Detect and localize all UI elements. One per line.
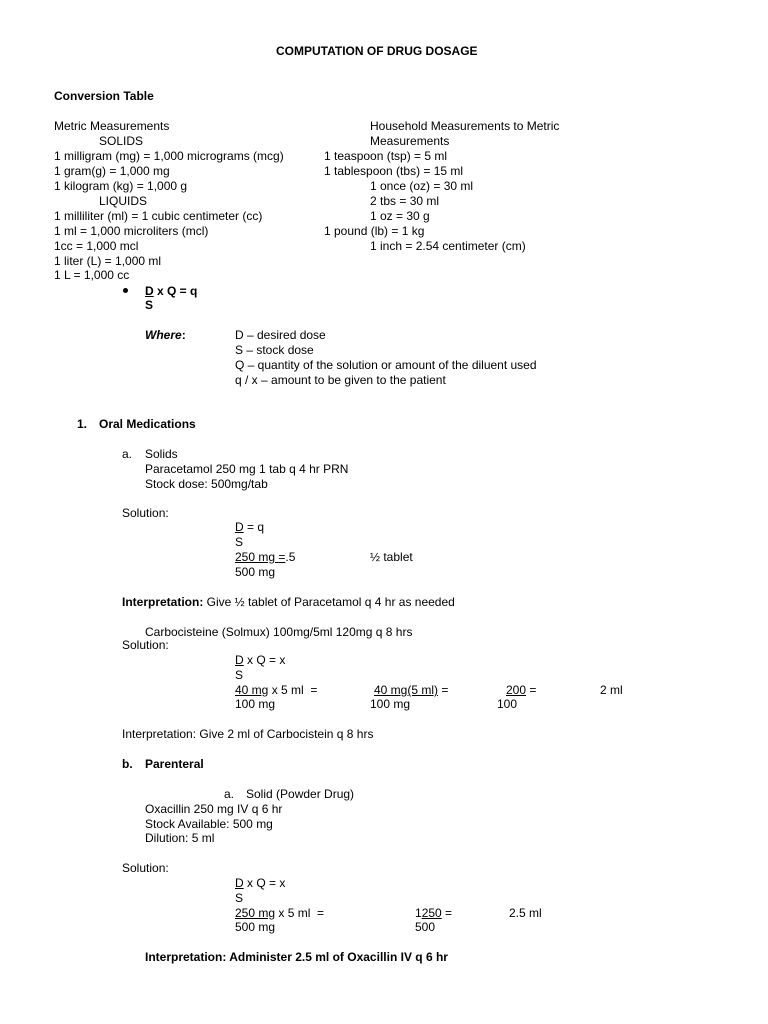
interp-label: Interpretation: [122,595,204,609]
drug-order: Carbocisteine (Solmux) 100mg/5ml 120mg q 8 hrs [145,625,413,639]
household-row: 1 once (oz) = 30 ml [370,179,474,193]
metric-row: 1cc = 1,000 mcl [54,239,139,253]
solution-label: Solution: [122,861,169,875]
powder-heading: Solid (Powder Drug) [246,787,355,801]
equation-line [235,683,317,698]
formula-line [145,284,197,299]
metric-row: 1 milligram (mg) = 1,000 micrograms (mcg) [54,149,284,163]
household-row: 1 oz = 30 g [370,209,430,223]
equation-line [374,683,448,698]
eq-numerator: 250 mg [235,906,276,920]
interpretation: Interpretation: Administer 2.5 ml of Oxacillin IV q 6 hr [145,950,448,964]
equation-line [235,653,285,668]
eq-numerator: 250 [421,906,442,920]
eq-rest: = [526,683,537,697]
eq-rest: = [438,683,449,697]
metric-heading: Metric Measurements [54,119,170,133]
eq-numerator: 200 [506,683,527,697]
eq-rest: x 5 ml = [275,906,325,920]
formula-s: S [145,298,154,312]
eq-equals: = [278,550,286,564]
household-row: 2 tbs = 30 ml [370,194,440,208]
household-row: 1 teaspoon (tsp) = 5 ml [324,149,448,163]
drug-order: Paracetamol 250 mg 1 tab q 4 hr PRN [145,462,349,476]
eq-d: D [235,653,244,667]
eq-denominator: 100 mg [235,697,276,711]
definition: q / x – amount to be given to the patient [235,373,446,387]
subsection-letter: a. [122,447,133,461]
eq-s: S [235,668,244,682]
eq-rest: x Q = x [243,876,286,890]
formula-d: D [145,284,154,298]
eq-s: S [235,891,244,905]
liquids-label: LIQUIDS [99,194,148,208]
stock-available: Stock Available: 500 mg [145,817,273,831]
where-label [145,328,186,343]
metric-row: 1 milliliter (ml) = 1 cubic centimeter (cc) [54,209,263,223]
equation-line [235,520,264,535]
metric-row: 1 ml = 1,000 microliters (mcl) [54,224,209,238]
eq-s: S [235,535,244,549]
eq-rest: x 5 ml = [268,683,318,697]
household-row: 1 inch = 2.54 centimeter (cm) [370,239,526,253]
eq-result: ½ tablet [370,550,413,564]
equation-line [235,550,295,565]
page-title: COMPUTATION OF DRUG DOSAGE [276,44,478,58]
definition: Q – quantity of the solution or amount of the diluent used [235,358,537,372]
equation-line [415,906,452,921]
dilution: Dilution: 5 ml [145,831,215,845]
equation-line [235,876,285,891]
definition: S – stock dose [235,343,314,357]
eq-denominator: 100 mg [370,697,411,711]
household-row: 1 tablespoon (tbs) = 15 ml [324,164,464,178]
where-text: Where [145,328,182,342]
oral-heading: Oral Medications [99,417,196,431]
eq-d: D [235,876,244,890]
eq-denominator: 500 mg [235,920,276,934]
stock-dose: Stock dose: 500mg/tab [145,477,268,491]
solution-label: Solution: [122,638,169,652]
eq-numerator: 250 mg [235,550,279,564]
metric-row: 1 liter (L) = 1,000 ml [54,254,162,268]
household-row: 1 pound (lb) = 1 kg [324,224,425,238]
metric-row: 1 gram(g) = 1,000 mg [54,164,170,178]
eq-result: 2.5 ml [509,906,542,920]
eq-denominator: 500 mg [235,565,276,579]
eq-denominator: 100 [497,697,518,711]
interpretation [122,595,455,610]
eq-numerator: 40 mg [235,683,269,697]
household-heading-cont: Measurements [370,134,450,148]
section-number: 1. [77,417,88,431]
eq-d: D [235,520,244,534]
eq-rest: = q [243,520,265,534]
eq-rest: = [441,906,453,920]
solution-label: Solution: [122,506,169,520]
solids-label: SOLIDS [99,134,144,148]
conversion-heading: Conversion Table [54,89,154,103]
eq-numerator: 40 mg(5 ml) [374,683,439,697]
subsection-letter: a. [224,787,235,801]
solids-heading: Solids [145,447,178,461]
eq-value: .5 [285,550,296,564]
drug-order: Oxacillin 250 mg IV q 6 hr [145,802,283,816]
subsection-letter: b. [122,757,133,771]
metric-row: 1 kilogram (kg) = 1,000 g [54,179,188,193]
formula-rest: x Q = q [153,284,198,298]
eq-prefix: 1 [415,906,422,920]
eq-rest: x Q = x [243,653,286,667]
definition: D – desired dose [235,328,326,342]
eq-denominator: 500 [415,920,436,934]
equation-line [506,683,536,698]
eq-result: 2 ml [600,683,623,697]
metric-row: 1 L = 1,000 cc [54,268,130,282]
bullet-icon [123,288,128,293]
where-colon: : [181,328,186,342]
household-heading: Household Measurements to Metric [370,119,560,133]
interp-text: Give ½ tablet of Paracetamol q 4 hr as needed [203,595,455,609]
interpretation: Interpretation: Give 2 ml of Carbocistein q 8 hrs [122,727,374,741]
equation-line [235,906,324,921]
parenteral-heading: Parenteral [145,757,204,771]
